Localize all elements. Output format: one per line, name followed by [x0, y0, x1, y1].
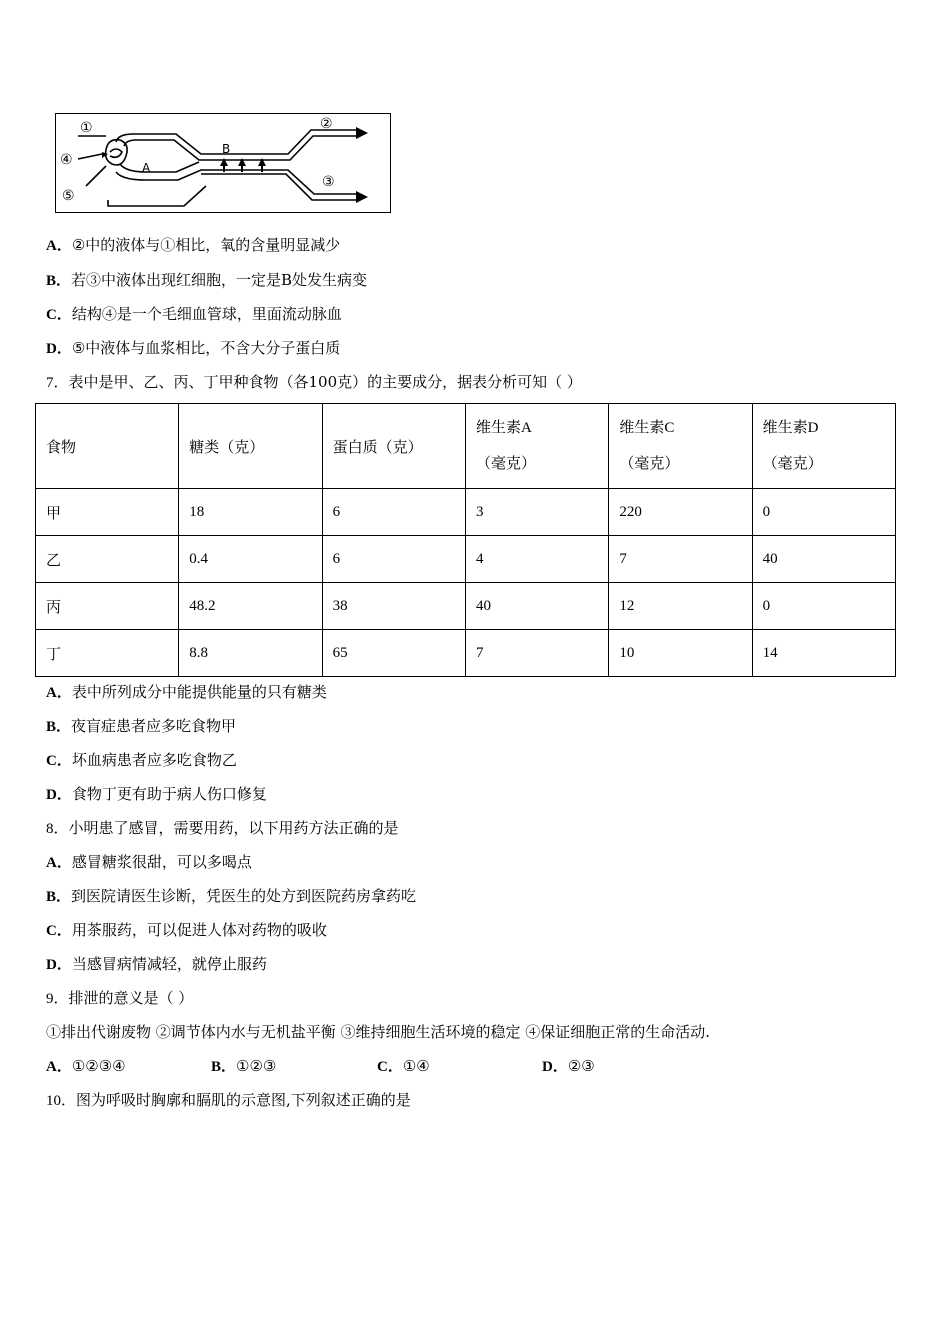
q7-option-d[interactable]: D．食物丁更有助于病人伤口修复: [46, 785, 267, 803]
table-cell: 3: [466, 489, 609, 536]
q6-option-a[interactable]: A．②中的液体与①相比，氧的含量明显减少: [46, 236, 341, 254]
nephron-figure: [55, 113, 391, 213]
label-4: ④: [60, 152, 73, 168]
q9-option-b[interactable]: B．①②③: [211, 1057, 277, 1075]
food-composition-table: [35, 403, 896, 677]
table-cell: 0.4: [179, 536, 322, 583]
header-cell: 维生素C （毫克）: [609, 404, 752, 489]
header-cell: 维生素A （毫克）: [466, 404, 609, 489]
q9-option-a[interactable]: A．①②③④: [46, 1057, 126, 1075]
q9-items: ①排出代谢废物 ②调节体内水与无机盐平衡 ③维持细胞生活环境的稳定 ④保证细胞正常的生命活动.: [46, 1023, 711, 1041]
table-cell: 4: [466, 536, 609, 583]
q8-option-a[interactable]: A．感冒糖浆很甜，可以多喝点: [46, 853, 252, 871]
upper-tube-outer: [116, 130, 356, 154]
table-cell: 7: [466, 630, 609, 677]
table-cell: 甲: [36, 489, 179, 536]
table-cell: 12: [609, 583, 752, 630]
header-cell: 食物: [36, 404, 179, 489]
q8-option-c[interactable]: C．用茶服药，可以促进人体对药物的吸收: [46, 921, 327, 939]
q8-option-d[interactable]: D．当感冒病情减轻，就停止服药: [46, 955, 267, 973]
label-2: ②: [320, 116, 333, 132]
table-cell: 丁: [36, 630, 179, 677]
table-cell: 6: [322, 536, 465, 583]
header-cell: 蛋白质（克）: [322, 404, 465, 489]
table-cell: 48.2: [179, 583, 322, 630]
table-cell: 0: [752, 583, 895, 630]
header-cell: 维生素D （毫克）: [752, 404, 895, 489]
upper-tube-inner: [124, 136, 356, 160]
lower-tube-a: [120, 162, 199, 172]
label-1: ①: [80, 120, 93, 136]
table-cell: 0: [752, 489, 895, 536]
q6-option-c[interactable]: C．结构④是一个毛细血管球，里面流动脉血: [46, 305, 342, 323]
q7-option-a[interactable]: A．表中所列成分中能提供能量的只有糖类: [46, 683, 327, 701]
table-row: [36, 583, 896, 630]
q9-stem: 9．排泄的意义是（ ）: [46, 989, 194, 1007]
table-cell: 40: [752, 536, 895, 583]
table-header-row: [36, 404, 896, 489]
q10-stem: 10．图为呼吸时胸廓和膈肌的示意图,下列叙述正确的是: [46, 1091, 411, 1109]
header-cell: 糖类（克）: [179, 404, 322, 489]
q7-option-c[interactable]: C．坏血病患者应多吃食物乙: [46, 751, 237, 769]
bottom-line: [108, 186, 206, 206]
table-cell: 38: [322, 583, 465, 630]
table-cell: 丙: [36, 583, 179, 630]
q6-option-d[interactable]: D．⑤中液体与血浆相比，不含大分子蛋白质: [46, 339, 341, 357]
q8-stem: 8．小明患了感冒，需要用药，以下用药方法正确的是: [46, 819, 399, 837]
table-cell: 18: [179, 489, 322, 536]
label-b: B: [222, 142, 231, 156]
table-cell: 6: [322, 489, 465, 536]
table-row: [36, 489, 896, 536]
table-cell: 220: [609, 489, 752, 536]
table-cell: 65: [322, 630, 465, 677]
table-cell: 10: [609, 630, 752, 677]
table-row: [36, 630, 896, 677]
table-cell: 7: [609, 536, 752, 583]
q7-stem: 7．表中是甲、乙、丙、丁甲种食物（各100克）的主要成分，据表分析可知（ ）: [46, 373, 582, 391]
table-row: [36, 536, 896, 583]
q9-option-d[interactable]: D．②③: [542, 1057, 595, 1075]
table-cell: 14: [752, 630, 895, 677]
q8-option-b[interactable]: B．到医院请医生诊断，凭医生的处方到医院药房拿药吃: [46, 887, 417, 905]
label-3: ③: [322, 174, 335, 190]
q9-option-c[interactable]: C．①④: [377, 1057, 430, 1075]
table-cell: 40: [466, 583, 609, 630]
q7-option-b[interactable]: B．夜盲症患者应多吃食物甲: [46, 717, 237, 735]
q6-option-b[interactable]: B．若③中液体出现红细胞，一定是B处发生病变: [46, 271, 368, 289]
nephron-diagram: [56, 114, 389, 211]
table-cell: 8.8: [179, 630, 322, 677]
table-cell: 乙: [36, 536, 179, 583]
label-5: ⑤: [62, 188, 75, 204]
label-a: A: [142, 161, 151, 175]
glomerulus: [106, 140, 128, 165]
